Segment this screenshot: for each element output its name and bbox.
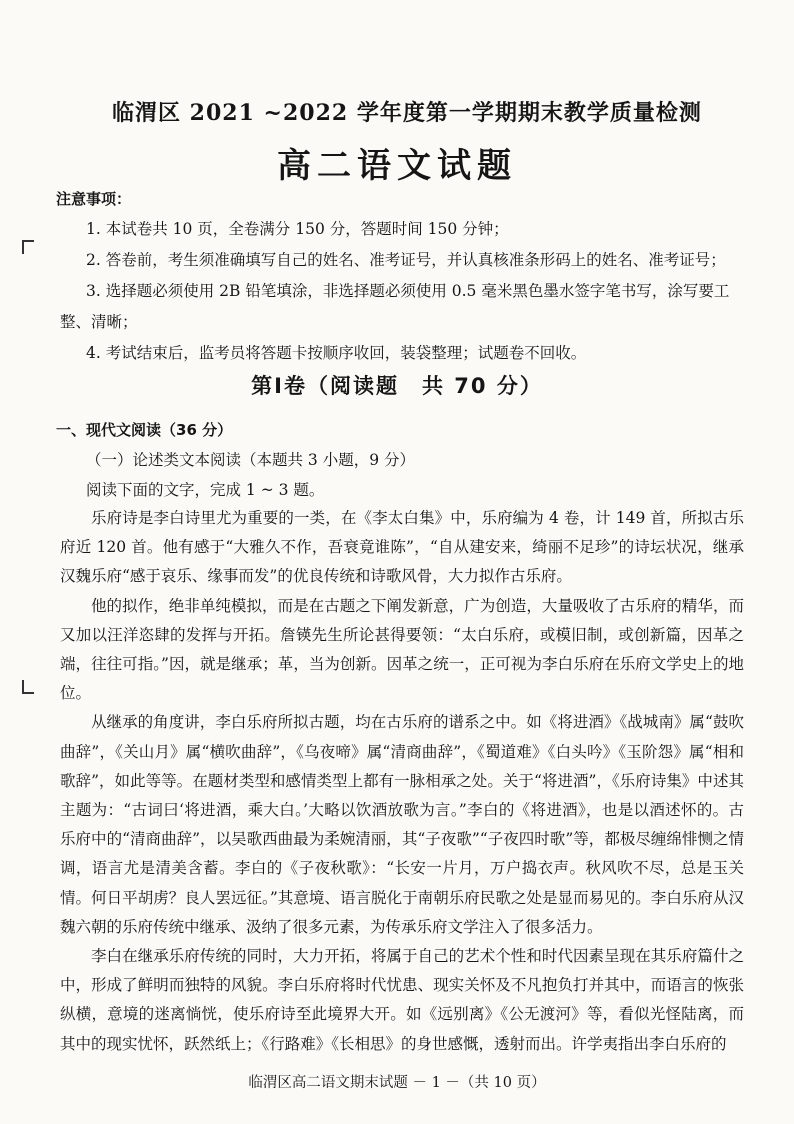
sub-heading: （一）论述类文本阅读（本题共 3 小题，9 分） [86, 451, 416, 469]
notice-list [60, 214, 760, 369]
reading-passage [60, 504, 744, 1059]
notice-item: 2. 答卷前，考生须准确填写自己的姓名、准考证号，并认真核准条形码上的姓名、准考证号； [86, 251, 726, 269]
passage-paragraph: 李白在继承乐府传统的同时，大力开拓，将属于自己的艺术个性和时代因素呈现在其乐府篇什之中，形成了鲜明而独特的风貌。李白乐府将时代忧患、现实关怀及不凡抱负打并其中，而语言的恢张纵横，意境的迷离惝恍，使乐府诗至此境界大开。如《远别离》《公无渡河》等，看似光怪陆离，而其中的现实忧怀，跃然纸上；《行路难》《长相思》的身世感慨，透射而出。许学夷指出李白乐府的 [60, 947, 744, 1053]
binding-margin-mark [22, 680, 34, 694]
paper-title: 高二语文试题 [277, 146, 517, 186]
part-heading: 一、现代文阅读（36 分） [56, 421, 233, 439]
notice-item: 3. 选择题必须使用 2B 铅笔填涂，非选择题必须使用 0.5 毫米黑色墨水签字笔书写，涂写要工整、清晰； [60, 282, 730, 331]
notice-item: 4. 考试结束后，监考员将答题卡按顺序收回，装袋整理；试题卷不回收。 [86, 344, 587, 362]
exam-header-line: 临渭区 2021 ~2022 学年度第一学期期末教学质量检测 [112, 100, 702, 126]
notice-item: 1. 本试卷共 10 页，全卷满分 150 分，答题时间 150 分钟； [86, 220, 509, 238]
reading-instruction: 阅读下面的文字，完成 1 ~ 3 题。 [86, 481, 325, 499]
page-footer: 临渭区高二语文期末试题 － 1 －（共 10 页） [248, 1075, 546, 1091]
notice-heading: 注意事项： [56, 190, 132, 208]
binding-margin-mark [22, 240, 34, 254]
passage-paragraph: 乐府诗是李白诗里尤为重要的一类，在《李太白集》中，乐府编为 4 卷，计 149 首，所拟古乐府近 120 首。他有感于“大雅久不作，吾衰竟谁陈”，“自从建安来，绮丽不足珍”的诗坛状况，继承汉魏乐府“感于哀乐、缘事而发”的优良传统和诗歌风骨，大力拟作古乐府。 [60, 509, 744, 586]
passage-paragraph: 他的拟作，绝非单纯模拟，而是在古题之下阐发新意，广为创造，大量吸收了古乐府的精华，而又加以汪洋恣肆的发挥与开拓。詹锳先生所论甚得要领：“太白乐府，或模旧制，或创新篇，因革之端，往往可指。”因，就是继承；革，当为创新。因革之统一，正可视为李白乐府在乐府文学史上的地位。 [60, 596, 744, 703]
passage-paragraph: 从继承的角度讲，李白乐府所拟古题，均在古乐府的谱系之中。如《将进酒》《战城南》属“鼓吹曲辞”，《关山月》属“横吹曲辞”，《乌夜啼》属“清商曲辞”，《蜀道难》《白头吟》《玉阶怨》属“相和歌辞”，如此等等。在题材类型和感情类型上都有一脉相承之处。关于“将进酒”，《乐府诗集》中述其主题为：“古词曰‘将进酒，乘大白。’大略以饮酒放歌为言。”李白的《将进酒》，也是以酒述怀的。古乐府中的“清商曲辞”，以吴歌西曲最为柔婉清丽，其“子夜歌”“子夜四时歌”等，都极尽缠绵悱恻之情调，语言尤是清美含蓄。李白的《子夜秋歌》：“长安一片月，万户捣衣声。秋风吹不尽，总是玉关情。何日平胡虏？良人罢远征。”其意境、语言脱化于南朝乐府民歌之处是显而易见的。李白乐府从汉魏六朝的乐府传统中继承、汲纳了很多元素，为传承乐府文学注入了很多活力。 [60, 713, 744, 936]
section-title: 第Ⅰ卷（阅读题 共 70 分） [251, 374, 543, 398]
